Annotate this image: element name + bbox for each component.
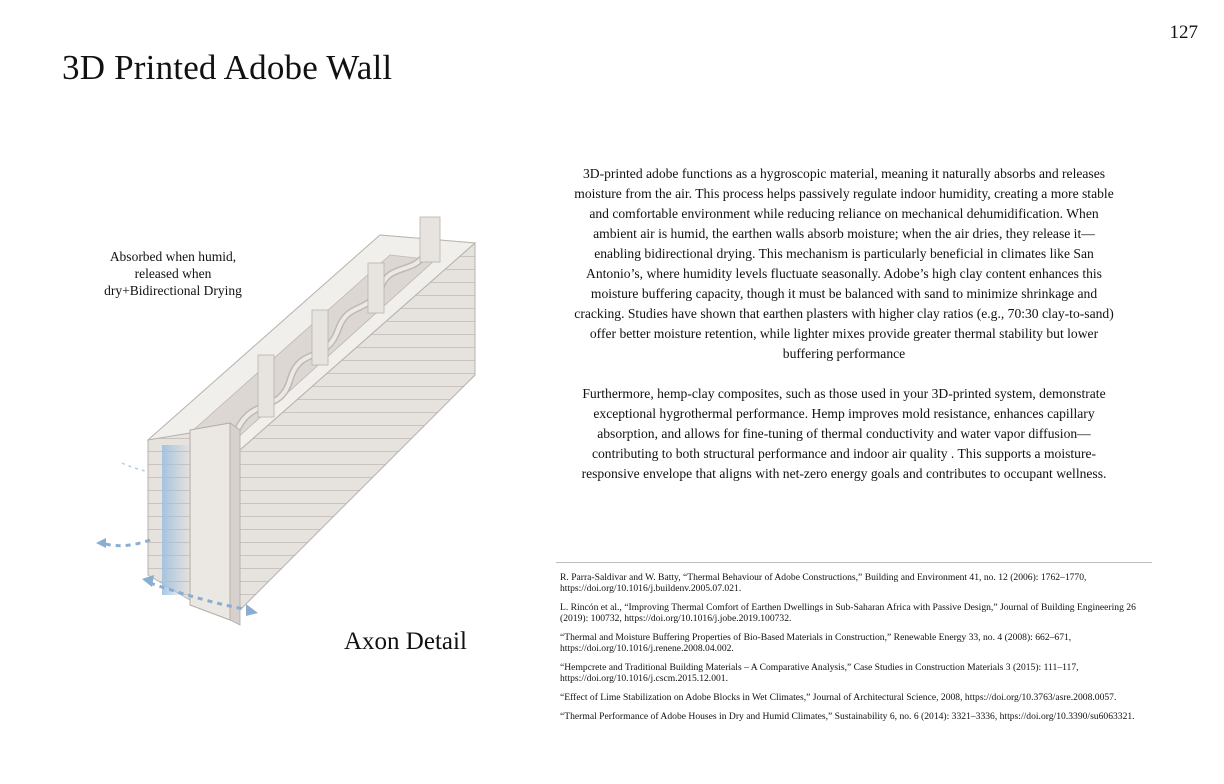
moisture-gradient [162,445,190,595]
reference-item: “Hempcrete and Traditional Building Materials – A Comparative Analysis,” Case Studies in Construction Materials 3 (2015): 111–117, https://doi.org/10.1016/j.cscm.2015.12.001. [560,662,1079,684]
wall-post [312,310,328,365]
references-list [560,572,1160,730]
wall-front-post [190,423,230,620]
reference-item: “Effect of Lime Stabilization on Adobe Blocks in Wet Climates,” Journal of Architectural Science, 2008, https://doi.org/10.3763/asre.2008.0057. [560,692,1117,703]
references-divider [556,562,1152,563]
reference-item: “Thermal Performance of Adobe Houses in Dry and Humid Climates,” Sustainability 6, no. 6 (2014): 3321–3336, https://doi.org/10.3390/su6063321. [560,711,1135,722]
reference-item: R. Parra-Saldivar and W. Batty, “Thermal Behaviour of Adobe Constructions,” Building and Environment 41, no. 12 (2006): 1762–1770, https://doi.org/10.1016/j.buildenv.2005.07.021. [560,572,1087,594]
reference-item: “Thermal and Moisture Buffering Properties of Bio-Based Materials in Construction,” Renewable Energy 33, no. 4 (2008): 662–671, https://doi.org/10.1016/j.renene.2008.04.002. [560,632,1072,654]
page-title: 3D Printed Adobe Wall [62,48,393,87]
moisture-arrow-out [102,540,150,546]
body-text [570,164,1118,504]
moisture-annotation: Absorbed when humid, released when dry+Bidirectional Drying [104,249,242,298]
adobe-wall-axon-illustration [90,205,490,635]
wall-post [258,355,274,417]
paragraph: Furthermore, hemp-clay composites, such as those used in your 3D-printed system, demonstrate exceptional hygrothermal performance. Hemp improves mold resistance, enhances capillary absorption, and allows for fine-tuning of thermal conductivity and water vapor diffusion—contributing to both structural performance and indoor air quality . This supports a moisture-responsive envelope that aligns with net-zero energy goals and contributes to occupant wellness. [581,386,1107,481]
wall-post [368,263,384,313]
reference-item: L. Rincón et al., “Improving Thermal Comfort of Earthen Dwellings in Sub-Saharan Africa with Passive Design,” Journal of Building Engineering 26 (2019): 100732, https://doi.org/10.1016/j.jobe.2019.100732. [560,602,1136,624]
figure-caption: Axon Detail [344,628,467,655]
moisture-arrow-dotted [122,463,145,471]
paragraph: 3D-printed adobe functions as a hygroscopic material, meaning it naturally absorbs and releases moisture from the air. This process helps passively regulate indoor humidity, creating a more stable and comfortable environment while reducing reliance on mechanical dehumidification. When ambient air is humid, the earthen walls absorb moisture; when the air dries, they release it—enabling bidirectional drying. This mechanism is particularly beneficial in climates like San Antonio’s, where humidity levels fluctuate seasonally. Adobe’s high clay content enhances this moisture buffering capacity, though it must be balanced with sand to minimize shrinkage and cracking. Studies have shown that earthen plasters with higher clay ratios (e.g., 70:30 clay-to-sand) offer better moisture retention, while lighter mixes provide greater thermal stability but lower buffering performance [574,166,1114,361]
page-number: 127 [1169,22,1198,43]
wall-post [420,217,440,262]
